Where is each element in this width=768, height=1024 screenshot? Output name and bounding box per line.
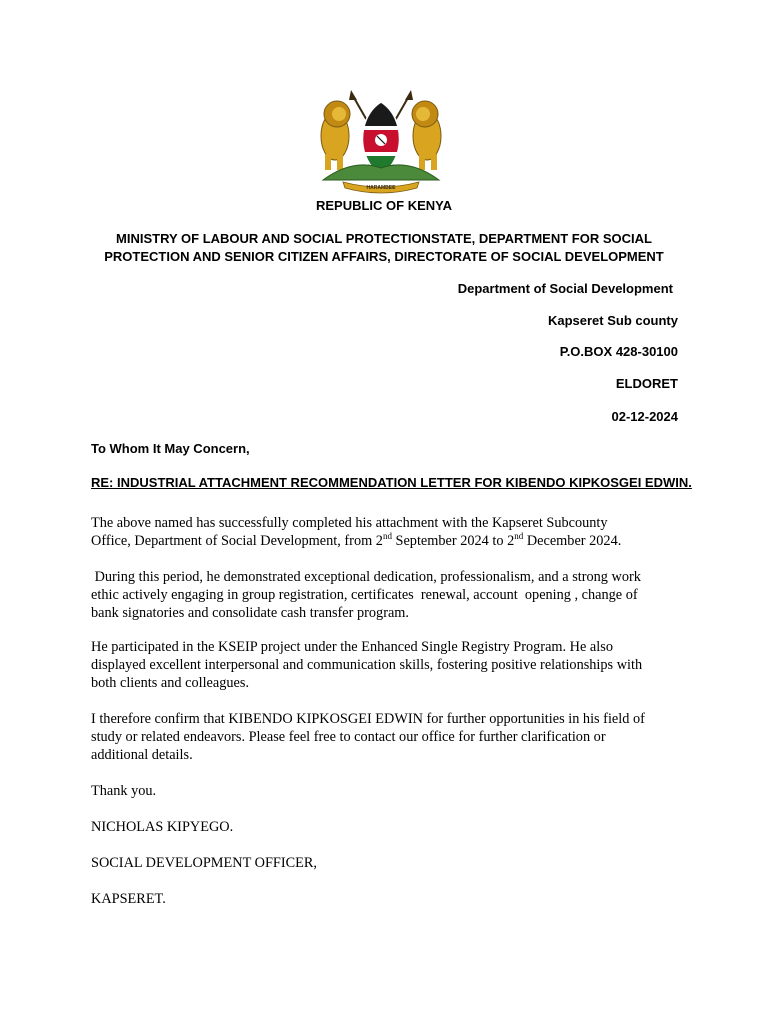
paragraph-4-line-1: I therefore confirm that KIBENDO KIPKOSGEI EDWIN for further opportunities in his field of [91,711,645,727]
address-subcounty: Kapseret Sub county [547,313,678,328]
signatory-name: NICHOLAS KIPYEGO. [91,819,234,835]
subject-line: RE: INDUSTRIAL ATTACHMENT RECOMMENDATION LETTER FOR KIBENDO KIPKOSGEI EDWIN. [91,475,692,490]
paragraph-3 [91,638,681,692]
paragraph-3-line-3: both clients and colleagues. [91,675,250,691]
address-town: ELDORET [615,376,678,391]
paragraph-4 [91,710,681,764]
right-lion-icon [412,101,441,170]
paragraph-3-line-2: displayed excellent interpersonal and communication skills, fostering positive relationships with [91,657,643,673]
paragraph-1-line-2 [91,532,681,550]
closing-thanks: Thank you. [91,783,157,799]
motto-ribbon [343,182,419,193]
kenya-coat-of-arms-icon [313,88,449,194]
p1-text-b: September 2024 to 2 [391,533,515,549]
p1-sup-1: nd [382,531,392,542]
signatory-title: SOCIAL DEVELOPMENT OFFICER, [91,855,317,871]
address-pobox: P.O.BOX 428-30100 [559,344,678,359]
address-department: Department of Social Development [457,281,673,296]
paragraph-2-line-1: During this period, he demonstrated exceptional dedication, professionalism, and a strong work [91,569,641,585]
paragraph-4-line-2: study or related endeavors. Please feel free to contact our office for further clarification or [91,729,606,745]
paragraph-1-line-1: The above named has successfully completed his attachment with the Kapseret Subcounty [91,515,608,531]
svg-text:HARAMBEE: HARAMBEE [366,185,396,191]
paragraph-3-line-1: He participated in the KSEIP project under the Enhanced Single Registry Program. He also [91,639,613,655]
left-lion-icon [321,101,350,170]
paragraph-2-line-3: bank signatories and consolidate cash transfer program. [91,605,410,621]
p1-text-c: December 2024. [523,533,622,549]
p1-sup-2: nd [514,531,524,542]
paragraph-4-line-3: additional details. [91,747,193,763]
paragraph-1 [91,514,681,550]
paragraph-2-line-2: ethic actively engaging in group registration, certificates renewal, account opening , change of [91,587,638,603]
p1-text-a: Office, Department of Social Development, from 2 [91,533,383,549]
salutation: To Whom It May Concern, [91,441,250,456]
ministry-heading-line1: MINISTRY OF LABOUR AND SOCIAL PROTECTIONSTATE, DEPARTMENT FOR SOCIAL [116,231,652,246]
signatory-place: KAPSERET. [91,891,166,907]
ministry-heading-line2: PROTECTION AND SENIOR CITIZEN AFFAIRS, DIRECTORATE OF SOCIAL DEVELOPMENT [104,249,664,264]
letter-date: 02-12-2024 [611,409,678,424]
country-heading: REPUBLIC OF KENYA [315,198,453,213]
paragraph-2 [91,568,681,622]
